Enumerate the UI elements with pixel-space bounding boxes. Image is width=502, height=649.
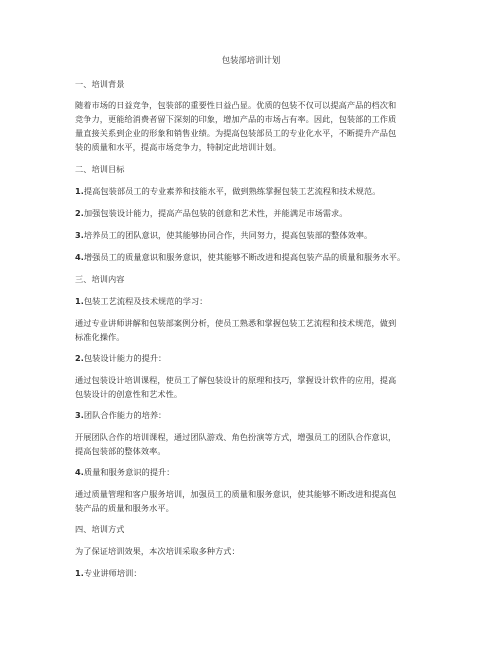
- paragraph-line: 包装设计的创意性和艺术性。: [75, 389, 183, 399]
- method-item: [75, 567, 142, 579]
- goal-item: [75, 229, 372, 241]
- content-item-title: [75, 352, 166, 364]
- document-title: 包装部培训计划: [221, 55, 281, 65]
- content-number: 3.: [75, 410, 84, 420]
- section-heading-background: 一、培训背景: [75, 79, 125, 89]
- goal-item: [75, 207, 348, 219]
- content-number: 4.: [75, 467, 84, 477]
- paragraph-line: 装的质量和水平，提高市场竞争力，特制定此培训计划。: [75, 142, 281, 152]
- goal-number: 3.: [75, 230, 84, 240]
- content-title-text: 包装工艺流程及技术规范的学习：: [83, 296, 208, 306]
- goal-text: 培养员工的团队意识，使其能够协同合作，共同努力，提高包装部的整体效率。: [83, 230, 373, 240]
- method-number: 1.: [75, 568, 84, 578]
- paragraph-line: 提高包装部的整体效率。: [75, 446, 166, 456]
- goal-item: [75, 185, 380, 197]
- paragraph-line: 通过质量管理和客户服务培训，加强员工的质量和服务意识，使其能够不断改进和提高包: [75, 489, 397, 499]
- section-heading-goals: 二、培训目标: [75, 164, 125, 174]
- content-item-title: [75, 409, 166, 421]
- paragraph-line: 竞争力，更能给消费者留下深刻的印象，增加产品的市场占有率。因此，包装部的工作质: [75, 114, 397, 124]
- paragraph-line: 为了保证培训效果，本次培训采取多种方式：: [75, 546, 240, 556]
- content-item-title: [75, 466, 175, 478]
- paragraph-line: 标准化操作。: [75, 332, 125, 342]
- section-heading-methods: 四、培训方式: [75, 524, 125, 534]
- content-number: 1.: [75, 296, 84, 306]
- content-title-text: 团队合作能力的培养：: [83, 410, 167, 420]
- goal-text: 增强员工的质量意识和服务意识，使其能够不断改进和提高包装产品的质量和服务水平。: [83, 252, 406, 262]
- paragraph-line: 装产品的质量和服务水平。: [75, 503, 174, 513]
- goal-item: [75, 251, 405, 263]
- goal-number: 4.: [75, 252, 84, 262]
- content-item-title: [75, 295, 208, 307]
- paragraph-line: 通过包装设计培训课程，使员工了解包装设计的原理和技巧，掌握设计软件的应用，提高: [75, 375, 397, 385]
- content-number: 2.: [75, 353, 84, 363]
- goal-number: 1.: [75, 186, 84, 196]
- goal-number: 2.: [75, 208, 84, 218]
- goal-text: 加强包装设计能力，提高产品包装的创意和艺术性，并能满足市场需求。: [83, 208, 348, 218]
- paragraph-line: 通过专业讲师讲解和包装部案例分析，使员工熟悉和掌握包装工艺流程和技术规范，做到: [75, 318, 397, 328]
- paragraph-line: 量直接关系到企业的形象和销售业绩。为提高包装部员工的专业化水平，不断提升产品包: [75, 128, 397, 138]
- method-text: 专业讲师培训：: [83, 568, 142, 578]
- content-title-text: 质量和服务意识的提升：: [83, 467, 175, 477]
- paragraph-line: 开展团队合作的培训课程，通过团队游戏、角色扮演等方式，增强员工的团队合作意识，: [75, 432, 397, 442]
- section-heading-content: 三、培训内容: [75, 274, 125, 284]
- goal-text: 提高包装部员工的专业素养和技能水平，做到熟练掌握包装工艺流程和技术规范。: [83, 186, 381, 196]
- paragraph-line: 随着市场的日益竞争，包装部的重要性日益凸显。优质的包装不仅可以提高产品的档次和: [75, 100, 397, 110]
- content-title-text: 包装设计能力的提升：: [83, 353, 167, 363]
